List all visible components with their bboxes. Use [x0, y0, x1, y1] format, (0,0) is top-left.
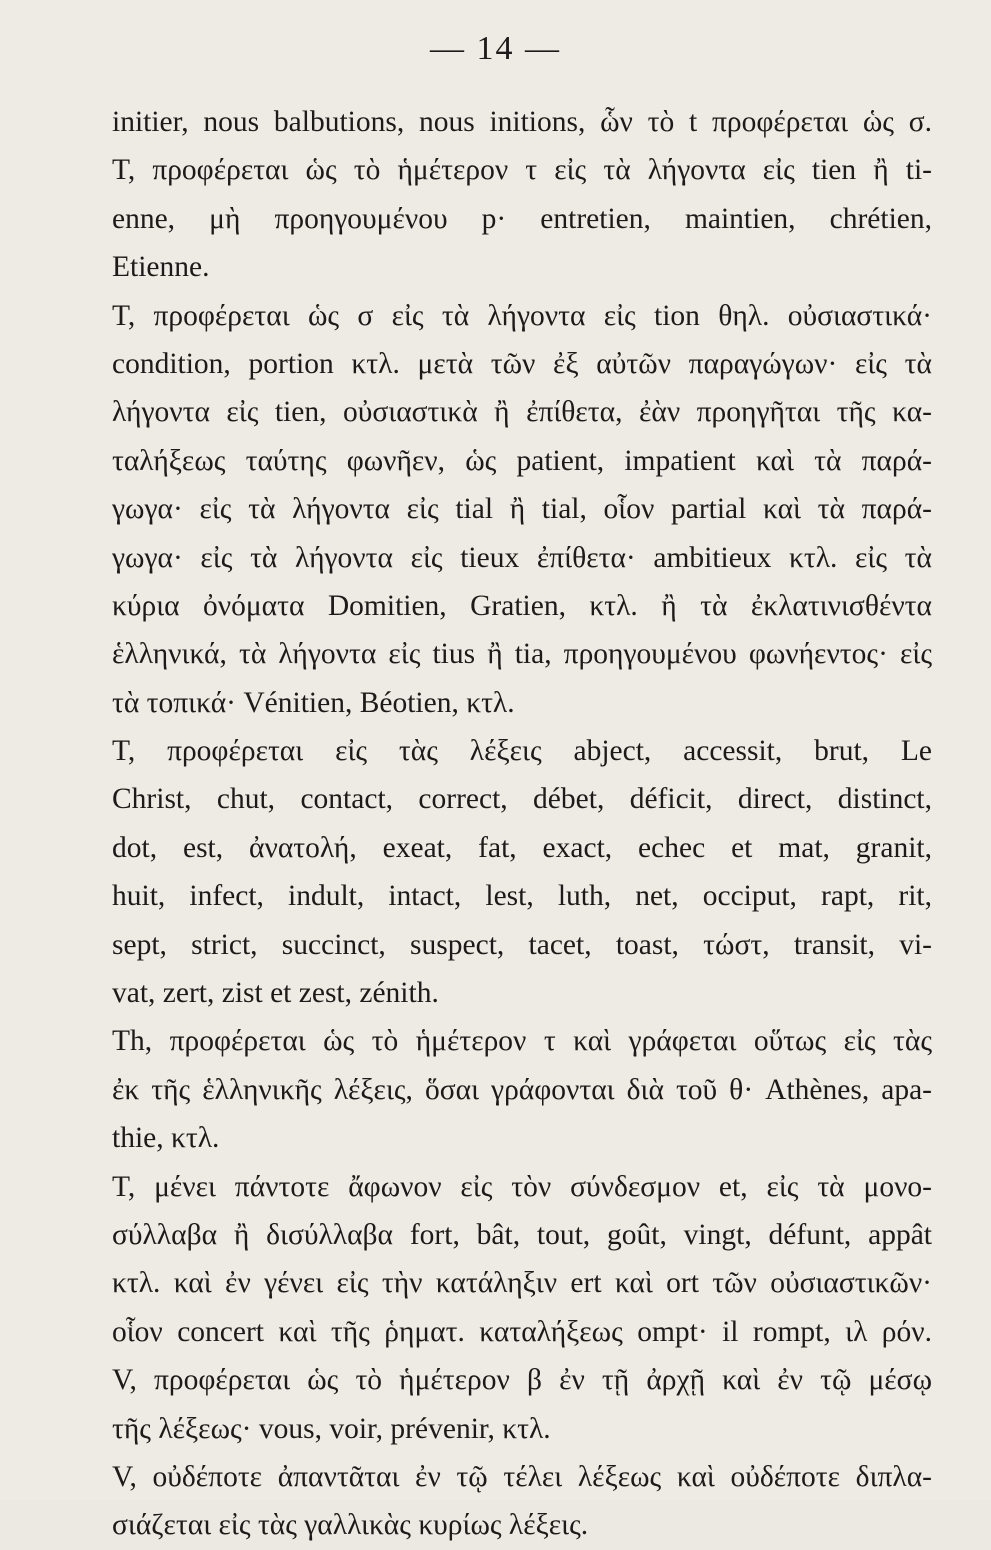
text-line: κύρια ὀνόματα Domitien, Gratien, κτλ. ἢ τὰ ἐκλατινισθέντα — [112, 589, 932, 622]
text-line: οἷον concert καὶ τῆς ῥηματ. καταλήξεως ompt· il rompt, ιλ ρόν. — [112, 1315, 932, 1348]
text-line: σιάζεται εἰς τὰς γαλλικὰς κυρίως λέξεις. — [112, 1509, 589, 1542]
text-line: V, οὐδέποτε ἀπαντᾶται ἐν τῷ τέλει λέξεως καὶ οὐδέποτε διπλα- — [112, 1460, 932, 1493]
text-line: Etienne. — [112, 251, 210, 284]
text-line: enne, μὴ προηγουμένου p· entretien, maintien, chrétien, — [112, 202, 932, 235]
text-line: ταλήξεως ταύτης φωνῆεν, ὡς patient, impatient καὶ τὰ παρά- — [112, 444, 932, 477]
text-line: T, προφέρεται εἰς τὰς λέξεις abject, accessit, brut, Le — [112, 735, 932, 768]
text-line: dot, est, ἀνατολή, exeat, fat, exact, echec et mat, granit, — [112, 831, 932, 864]
text-line: λήγοντα εἰς tien, οὐσιαστικὰ ἢ ἐπίθετα, ἐὰν προηγῆται τῆς κα- — [112, 396, 932, 429]
text-line: V, προφέρεται ὡς τὸ ἡμέτερον β ἐν τῇ ἀρχῇ καὶ ἐν τῷ μέσῳ — [112, 1364, 932, 1397]
text-line: condition, portion κτλ. μετὰ τῶν ἐξ αὐτῶν παραγώγων· εἰς τὰ — [112, 347, 932, 380]
text-line: σύλλαβα ἢ δισύλλαβα fort, bât, tout, goût, vingt, défunt, appât — [112, 1218, 932, 1251]
page-number: — 14 — — [430, 30, 561, 67]
body-text — [112, 98, 932, 1550]
text-line: Christ, chut, contact, correct, débet, déficit, direct, distinct, — [112, 783, 932, 816]
text-line: ἐκ τῆς ἑλληνικῆς λέξεις, ὅσαι γράφονται διὰ τοῦ θ· Athènes, apa- — [112, 1073, 932, 1106]
text-line: Th, προφέρεται ὡς τὸ ἡμέτερον τ καὶ γράφεται οὕτως εἰς τὰς — [112, 1025, 932, 1058]
text-line: τῆς λέξεως· vous, voir, prévenir, κτλ. — [112, 1412, 551, 1445]
text-line: initier, nous balbutions, nous initions, ὧν τὸ t προφέρεται ὡς σ. — [112, 106, 932, 138]
text-line: τὰ τοπικά· Vénitien, Béotien, κτλ. — [112, 686, 515, 719]
text-line: T, προφέρεται ὡς σ εἰς τὰ λήγοντα εἰς tion θηλ. οὐσιαστικά· — [112, 299, 932, 332]
text-line: vat, zert, zist et zest, zénith. — [112, 977, 439, 1010]
text-line: T, μένει πάντοτε ἄφωνον εἰς τὸν σύνδεσμον et, εἰς τὰ μονο- — [112, 1170, 932, 1203]
text-line: κτλ. καὶ ἐν γένει εἰς τὴν κατάληξιν ert καὶ ort τῶν οὐσιαστικῶν· — [112, 1267, 932, 1300]
text-line: sept, strict, succinct, suspect, tacet, toast, τώστ, transit, vi- — [112, 928, 932, 961]
text-line: γωγα· εἰς τὰ λήγοντα εἰς tieux ἐπίθετα· ambitieux κτλ. εἰς τὰ — [112, 541, 932, 574]
text-line: γωγα· εἰς τὰ λήγοντα εἰς tial ἢ tial, οἷον partial καὶ τὰ παρά- — [112, 493, 932, 526]
text-line: thie, κτλ. — [112, 1122, 220, 1155]
text-line: T, προφέρεται ὡς τὸ ἡμέτερον τ εἰς τὰ λήγοντα εἰς tien ἢ ti- — [112, 154, 932, 187]
text-line: ἑλληνικά, τὰ λήγοντα εἰς tius ἢ tia, προηγουμένου φωνήεντος· εἰς — [112, 638, 932, 671]
text-line: huit, infect, indult, intact, lest, luth, net, occiput, rapt, rit, — [112, 880, 932, 913]
